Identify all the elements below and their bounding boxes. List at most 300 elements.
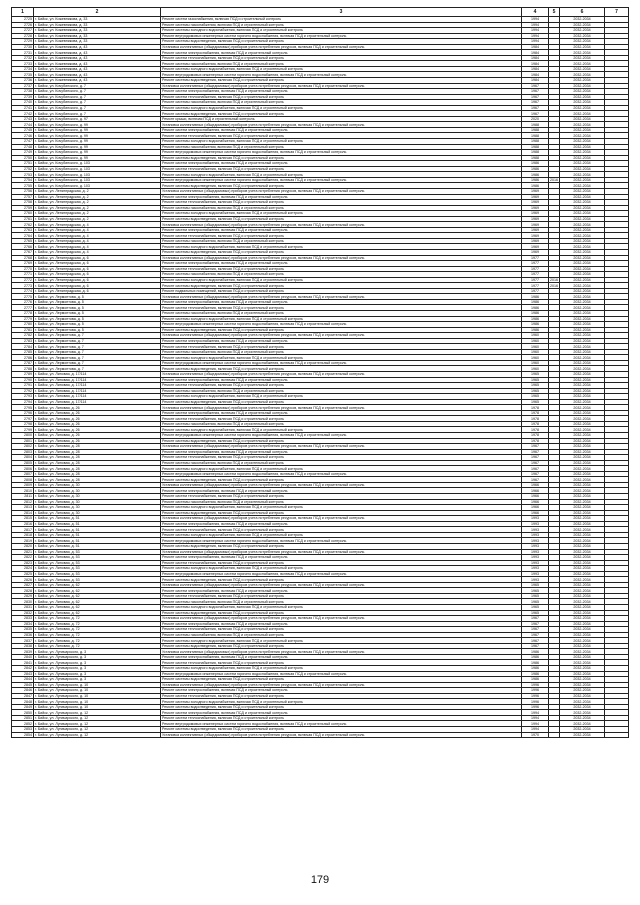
table-cell: г. Бийск, ул. Луначарского, д. 12	[34, 715, 161, 721]
table-cell: 1996	[522, 693, 549, 699]
table-cell: г. Бийск, ул. Кочубинского, д. 99	[34, 155, 161, 161]
table-cell: 1977	[522, 255, 549, 261]
table-cell: Ремонт систем теплоснабжения, включая ПСД и строительный контроль	[161, 693, 522, 699]
table-cell: 2806	[12, 466, 34, 472]
table-cell: 2751	[12, 161, 34, 167]
table-cell: г. Бийск, ул. Ленинградская, д. 2	[34, 216, 161, 222]
table-cell: Ремонт системы водоотведения, включая ПСД и строительный контроль	[161, 727, 522, 733]
table-cell: 2032-2034	[560, 272, 605, 278]
table-cell: Ремонт систем электроснабжения, включая ПСД и строительный контроль	[161, 377, 522, 383]
table-cell: 2032-2034	[560, 122, 605, 128]
table-cell: г. Бийск, ул. Луначарского, д. 10	[34, 688, 161, 694]
table-cell: Ремонт системы водоотведения, включая ПСД и строительный контроль	[161, 111, 522, 117]
table-cell: 2782	[12, 333, 34, 339]
table-cell: 1965	[522, 588, 549, 594]
table-cell: Установка коллективных (общедомовых) приборов учета потребления ресурсов, включая ПСД и строительный контроль	[161, 582, 522, 588]
table-cell: Ремонт системы холодного водоснабжения, включая ПСД и строительный контроль	[161, 638, 522, 644]
table-cell: 1986	[522, 322, 549, 328]
table-cell: Ремонт систем теплоснабжения, включая ПСД и строительный контроль	[161, 166, 522, 172]
table-cell: 2032-2034	[560, 521, 605, 527]
table-cell: г. Бийск, ул. Луначарского, д. 3	[34, 660, 161, 666]
table-cell: 1994	[522, 22, 549, 28]
table-cell: 2774	[12, 288, 34, 294]
table-cell: 2777	[12, 305, 34, 311]
table-cell: Ремонт системы водоотведения, включая ПСД и строительный контроль	[161, 366, 522, 372]
table-cell: 2767	[12, 249, 34, 255]
table-cell: г. Бийск, ул. Кожевникова, д. 43	[34, 44, 161, 50]
table-cell: 1993	[522, 555, 549, 561]
table-cell: Ремонт системы газоснабжения, включая ПСД и строительный контроль	[161, 144, 522, 150]
table-cell: Ремонт системы холодного водоснабжения, включая ПСД и строительный контроль	[161, 244, 522, 250]
table-cell: 2032-2034	[560, 699, 605, 705]
table-cell: Ремонт внутридомовых инженерных систем горячего водоснабжения, включая ПСД и строительный контроль	[161, 33, 522, 39]
table-cell: г. Бийск, ул. Ленинградская, д. 6	[34, 272, 161, 278]
table-cell: 2817	[12, 527, 34, 533]
table-cell: 1967	[522, 460, 549, 466]
table-cell: 2032-2034	[560, 383, 605, 389]
table-cell: Ремонт систем электроснабжения, включая ПСД и строительный контроль	[161, 194, 522, 200]
table-cell: 2032-2034	[560, 665, 605, 671]
table-cell: 2032-2034	[560, 466, 605, 472]
table-cell: г. Бийск, ул. Липовая, д. 17/114	[34, 388, 161, 394]
table-cell: Установка коллективных (общедомовых) приборов учета потребления ресурсов, включая ПСД и строительный контроль	[161, 294, 522, 300]
table-cell: г. Бийск, ул. Липовая, д. 51	[34, 538, 161, 544]
table-cell: г. Бийск, ул. Кочубинского, д. 103	[34, 166, 161, 172]
table-cell: 2747	[12, 139, 34, 145]
table-cell: 1960	[522, 349, 549, 355]
table-cell: г. Бийск, ул. Луначарского, д. 3	[34, 665, 161, 671]
table-cell: Ремонт систем теплоснабжения, включая ПСД и строительный контроль	[161, 344, 522, 350]
table-cell: 2798	[12, 421, 34, 427]
table-cell: 1994	[522, 715, 549, 721]
table-cell: 1986	[522, 299, 549, 305]
table-cell: 1960	[522, 338, 549, 344]
table-cell: 2032-2034	[560, 505, 605, 511]
table-cell: Ремонт системы водоотведения, включая ПСД и строительный контроль	[161, 610, 522, 616]
table-cell: 2032-2034	[560, 139, 605, 145]
table-cell: 2032-2034	[560, 116, 605, 122]
table-cell: 2032-2034	[560, 616, 605, 622]
table-cell: 1984	[522, 78, 549, 84]
table-cell: 2818	[12, 532, 34, 538]
table-cell: г. Бийск, ул. Кожевникова, д. 33	[34, 33, 161, 39]
table-cell: г. Бийск, ул. Липовая, д. 51	[34, 543, 161, 549]
table-cell: г. Бийск, ул. Кочубинского, д. 7	[34, 111, 161, 117]
table-cell: г. Бийск, ул. Ленинградская, д. 6	[34, 288, 161, 294]
header-cell: 6	[560, 8, 605, 17]
table-cell: 1967	[522, 444, 549, 450]
table-cell: г. Бийск, ул. Кожевникова, д. 43	[34, 78, 161, 84]
table-cell: 1965	[522, 582, 549, 588]
table-cell: г. Бийск, ул. Ленинградская, д. 6	[34, 255, 161, 261]
table-cell: г. Бийск, ул. Кочубинского, д. 99	[34, 144, 161, 150]
table-cell: 2836	[12, 632, 34, 638]
table-cell: Ремонт систем электроснабжения, включая ПСД и строительный контроль	[161, 621, 522, 627]
table-cell: 2820	[12, 543, 34, 549]
table-cell: 1969	[522, 222, 549, 228]
table-cell: 1986	[522, 294, 549, 300]
table-cell: Установка коллективных (общедомовых) приборов учета потребления ресурсов, включая ПСД и строительный контроль	[161, 255, 522, 261]
table-cell: 1984	[522, 44, 549, 50]
table-cell: 1960	[522, 360, 549, 366]
table-cell: 2769	[12, 261, 34, 267]
table-cell: г. Бийск, ул. Лермонтова, д. 5	[34, 310, 161, 316]
table-cell: Ремонт внутридомовых инженерных систем горячего водоснабжения, включая ПСД и строительный контроль	[161, 433, 522, 439]
table-cell: г. Бийск, ул. Кочубинского, д. 103	[34, 183, 161, 189]
table-cell: 2803	[12, 449, 34, 455]
table-cell: 2809	[12, 482, 34, 488]
table-cell: Ремонт системы холодного водоснабжения, включая ПСД и строительный контроль	[161, 505, 522, 511]
table-cell: Ремонт систем электроснабжения, включая ПСД и строительный контроль	[161, 161, 522, 167]
table-cell: 2032-2034	[560, 227, 605, 233]
table-cell: Ремонт системы холодного водоснабжения, включая ПСД и строительный контроль	[161, 172, 522, 178]
table-cell: Ремонт системы холодного водоснабжения, включая ПСД и строительный контроль	[161, 394, 522, 400]
table-cell: г. Бийск, ул. Ленинградская, д. 4	[34, 244, 161, 250]
table-cell: 2829	[12, 593, 34, 599]
table-cell: г. Бийск, ул. Липовая, д. 53	[34, 555, 161, 561]
table-cell: 2815	[12, 516, 34, 522]
table-cell: г. Бийск, ул. Луначарского, д. 3	[34, 677, 161, 683]
table-cell: 2032-2034	[560, 288, 605, 294]
table-cell: 2032-2034	[560, 693, 605, 699]
table-cell: г. Бийск, ул. Липовая, д. 51	[34, 516, 161, 522]
table-cell: 2032-2034	[560, 183, 605, 189]
table-cell: 1960	[522, 366, 549, 372]
table-cell: 2032-2034	[560, 555, 605, 561]
table-cell: Ремонт систем электроснабжения, включая ПСД и строительный контроль	[161, 338, 522, 344]
table-cell: 2844	[12, 677, 34, 683]
table-cell: 1969	[522, 188, 549, 194]
table-cell: Ремонт системы холодного водоснабжения, включая ПСД и строительный контроль	[161, 211, 522, 217]
register-table	[11, 7, 628, 738]
table-cell: 2032-2034	[560, 22, 605, 28]
table-cell: г. Бийск, ул. Липовая, д. 26	[34, 410, 161, 416]
table-cell: 2032-2034	[560, 593, 605, 599]
table-cell: 1965	[522, 399, 549, 405]
table-cell: 1984	[522, 55, 549, 61]
table-cell: Ремонт систем теплоснабжения, включая ПСД и строительный контроль	[161, 305, 522, 311]
table-cell: Ремонт системы холодного водоснабжения, включая ПСД и строительный контроль	[161, 427, 522, 433]
table-cell: 2032-2034	[560, 61, 605, 67]
table-cell: г. Бийск, ул. Лермонтова, д. 5	[34, 294, 161, 300]
table-cell: Ремонт системы водоотведения, включая ПСД и строительный контроль	[161, 78, 522, 84]
table-cell: г. Бийск, ул. Липовая, д. 62	[34, 582, 161, 588]
table-cell: Ремонт систем электроснабжения, включая ПСД и строительный контроль	[161, 710, 522, 716]
table-cell: г. Бийск, ул. Ленинградская, д. 4	[34, 249, 161, 255]
table-cell: г. Бийск, ул. Лермонтова, д. 7	[34, 333, 161, 339]
table-cell: 2032-2034	[560, 333, 605, 339]
table-cell: 1986	[522, 677, 549, 683]
table-cell: 2756	[12, 188, 34, 194]
table-cell: Установка коллективных (общедомовых) приборов учета потребления ресурсов, включая ПСД и строительный контроль	[161, 405, 522, 411]
table-cell: 2016	[550, 178, 558, 183]
table-cell: 2796	[12, 410, 34, 416]
table-cell: 2032-2034	[560, 438, 605, 444]
table-row	[12, 732, 629, 738]
table-cell: г. Бийск, ул. Ленинградская, д. 2	[34, 211, 161, 217]
table-cell: 1986	[522, 316, 549, 322]
table-cell: 1994	[522, 721, 549, 727]
table-cell: 2807	[12, 471, 34, 477]
table-cell: 1967	[522, 466, 549, 472]
table-cell: 2032-2034	[560, 233, 605, 239]
table-cell: 2840	[12, 654, 34, 660]
table-cell: 1993	[522, 571, 549, 577]
table-cell: 2788	[12, 366, 34, 372]
table-cell: 2841	[12, 660, 34, 666]
table-cell: Ремонт системы газоснабжения, включая ПСД и строительный контроль	[161, 238, 522, 244]
table-cell: 2766	[12, 244, 34, 250]
header-cell: 3	[161, 8, 522, 17]
table-cell: Ремонт систем электроснабжения, включая ПСД и строительный контроль	[161, 488, 522, 494]
table-cell: 2032-2034	[560, 549, 605, 555]
table-cell: г. Бийск, ул. Кожевникова, д. 33	[34, 22, 161, 28]
table-cell: Ремонт системы газоснабжения, включая ПСД и строительный контроль	[161, 421, 522, 427]
table-cell: 2032-2034	[560, 94, 605, 100]
table-cell: Ремонт системы водоотведения, включая ПСД и строительный контроль	[161, 704, 522, 710]
table-cell: Ремонт системы газоснабжения, включая ПСД и строительный контроль	[161, 100, 522, 106]
table-cell: 2032-2034	[560, 266, 605, 272]
table-cell: Ремонт системы холодного водоснабжения, включая ПСД и строительный контроль	[161, 66, 522, 72]
table-cell: Ремонт систем электроснабжения, включая ПСД и строительный контроль	[161, 89, 522, 95]
table-cell: г. Бийск, ул. Кожевникова, д. 43	[34, 66, 161, 72]
table-cell: Ремонт систем теплоснабжения, включая ПСД и строительный контроль	[161, 494, 522, 500]
table-cell	[605, 732, 629, 738]
table-cell: 1993	[522, 538, 549, 544]
table-cell: г. Бийск, ул. Кочубинского, д. 99	[34, 133, 161, 139]
table-cell: 2032-2034	[560, 582, 605, 588]
table-cell: Ремонт внутридомовых инженерных систем горячего водоснабжения, включая ПСД и строительный контроль	[161, 571, 522, 577]
table-cell: 2822	[12, 555, 34, 561]
table-cell: Ремонт системы водоотведения, включая ПСД и строительный контроль	[161, 399, 522, 405]
table-cell: 2819	[12, 538, 34, 544]
table-cell: 2032-2034	[560, 427, 605, 433]
table-cell: 2759	[12, 205, 34, 211]
table-cell: 2032-2034	[560, 660, 605, 666]
table-cell: Ремонт систем теплоснабжения, включая ПСД и строительный контроль	[161, 560, 522, 566]
table-cell: 2725	[12, 17, 34, 23]
table-cell: 2832	[12, 610, 34, 616]
table-cell: Ремонт систем теплоснабжения, включая ПСД и строительный контроль	[161, 455, 522, 461]
table-cell: 2735	[12, 72, 34, 78]
table-cell: г. Бийск, ул. Кожевникова, д. 33	[34, 39, 161, 45]
table-cell: Установка коллективных (общедомовых) приборов учета потребления ресурсов, включая ПСД и строительный контроль	[161, 372, 522, 378]
table-cell: 1993	[522, 543, 549, 549]
table-cell: 2805	[12, 460, 34, 466]
table-cell: г. Бийск, ул. Кожевникова, д. 33	[34, 17, 161, 23]
table-cell: Ремонт внутридомовых инженерных систем горячего водоснабжения, включая ПСД и строительный контроль	[161, 538, 522, 544]
table-cell: 2032-2034	[560, 366, 605, 372]
table-cell: 2736	[12, 78, 34, 84]
table-cell: 1986	[522, 649, 549, 655]
table-cell: 1965	[522, 388, 549, 394]
table-cell: 2032-2034	[560, 89, 605, 95]
table-cell: г. Бийск, ул. Лермонтова, д. 7	[34, 355, 161, 361]
table-cell: 2032-2034	[560, 643, 605, 649]
table-cell: 1986	[522, 665, 549, 671]
table-cell: г. Бийск, ул. Липовая, д. 28	[34, 449, 161, 455]
table-cell: 1994	[522, 33, 549, 39]
table-cell: г. Бийск, ул. Кочубинского, д. 7	[34, 94, 161, 100]
table-cell: г. Бийск, ул. Липовая, д. 51	[34, 521, 161, 527]
table-cell: г. Бийск, ул. Липовая, д. 30	[34, 482, 161, 488]
table-cell: 2032-2034	[560, 283, 605, 289]
table-cell: 2770	[12, 266, 34, 272]
table-cell: 2032-2034	[560, 166, 605, 172]
table-cell: 2846	[12, 688, 34, 694]
table-cell: 2729	[12, 39, 34, 45]
table-cell: г. Бийск, ул. Луначарского, д. 10	[34, 699, 161, 705]
table-cell: Ремонт систем электроснабжения, включая ПСД и строительный контроль	[161, 521, 522, 527]
table-cell: г. Бийск, ул. Кочубинского, д. 7	[34, 83, 161, 89]
table-cell: 2853	[12, 727, 34, 733]
table-cell: 1988	[522, 133, 549, 139]
table-cell: 2726	[12, 22, 34, 28]
table-cell: 2821	[12, 549, 34, 555]
table-cell: 2754	[12, 177, 34, 183]
table-cell: 2032-2034	[560, 355, 605, 361]
table-cell: 2032-2034	[560, 494, 605, 500]
header-cell: 5	[549, 8, 560, 17]
table-cell: Ремонт системы холодного водоснабжения, включая ПСД и строительный контроль	[161, 355, 522, 361]
table-cell: 2804	[12, 455, 34, 461]
table-cell: 2743	[12, 116, 34, 122]
table-cell: Ремонт систем теплоснабжения, включая ПСД и строительный контроль	[161, 527, 522, 533]
table-cell: 2032-2034	[560, 33, 605, 39]
table-cell: 1966	[522, 482, 549, 488]
table-cell: 2794	[12, 399, 34, 405]
table-cell: 1967	[522, 105, 549, 111]
table-cell: 2032-2034	[560, 305, 605, 311]
table-cell: 1978	[522, 438, 549, 444]
table-cell: 2744	[12, 122, 34, 128]
table-cell: 2032-2034	[560, 488, 605, 494]
table-cell: Установка коллективных (общедомовых) приборов учета потребления ресурсов, включая ПСД и строительный контроль	[161, 649, 522, 655]
table-cell: г. Бийск, ул. Ленинградская, д. 4	[34, 233, 161, 239]
table-cell: г. Бийск, ул. Луначарского, д. 12	[34, 721, 161, 727]
table-cell: Ремонт внутридомовых инженерных систем горячего водоснабжения, включая ПСД и строительный контроль	[161, 177, 522, 183]
table-cell: 2848	[12, 699, 34, 705]
table-cell: Ремонт системы водоотведения, включая ПСД и строительный контроль	[161, 677, 522, 683]
table-cell: Ремонт системы газоснабжения, включая ПСД и строительный контроль	[161, 205, 522, 211]
table-cell: г. Бийск, ул. Лермонтова, д. 7	[34, 338, 161, 344]
table-cell: г. Бийск, ул. Кочубинского, д. 7	[34, 105, 161, 111]
table-cell: Ремонт системы холодного водоснабжения, включая ПСД и строительный контроль	[161, 139, 522, 145]
table-cell: 1977	[522, 288, 549, 294]
table-cell: г. Бийск, ул. Липовая, д. 30	[34, 499, 161, 505]
table-cell: г. Бийск, ул. Ленинградская, д. 2	[34, 188, 161, 194]
table-cell: г. Бийск, ул. Липовая, д. 26	[34, 421, 161, 427]
table-cell: 2032-2034	[560, 444, 605, 450]
table-cell: 1965	[522, 593, 549, 599]
table-cell: 2032-2034	[560, 66, 605, 72]
table-cell: 2768	[12, 255, 34, 261]
table-cell: 1993	[522, 549, 549, 555]
table-cell: 2749	[12, 150, 34, 156]
table-cell: 2032-2034	[560, 322, 605, 328]
table-cell: 2842	[12, 665, 34, 671]
table-cell: 2032-2034	[560, 127, 605, 133]
table-cell: Ремонт систем теплоснабжения, включая ПСД и строительный контроль	[161, 200, 522, 206]
table-cell: г. Бийск, ул. Липовая, д. 17/114	[34, 377, 161, 383]
table-cell: 1967	[522, 89, 549, 95]
table-cell: 2032-2034	[560, 310, 605, 316]
table-cell: 2032-2034	[560, 499, 605, 505]
table-cell: Ремонт системы водоотведения, включая ПСД и строительный контроль	[161, 643, 522, 649]
table-cell: 2783	[12, 338, 34, 344]
table-cell: 1993	[522, 532, 549, 538]
table-cell: 2032-2034	[560, 17, 605, 23]
table-cell: Ремонт системы газоснабжения, включая ПСД и строительный контроль	[161, 272, 522, 278]
page-number: 179	[310, 874, 330, 886]
table-cell: 1965	[522, 604, 549, 610]
table-cell: 2032-2034	[560, 732, 605, 738]
table-cell: Установка коллективных (общедомовых) приборов учета потребления ресурсов, включая ПСД и строительный контроль	[161, 83, 522, 89]
table-cell: г. Бийск, ул. Липовая, д. 28	[34, 455, 161, 461]
table-cell: 2733	[12, 61, 34, 67]
table-cell: 2797	[12, 416, 34, 422]
table-cell: г. Бийск, ул. Липовая, д. 28	[34, 466, 161, 472]
table-cell: 2032-2034	[560, 710, 605, 716]
table-cell: 1970	[522, 732, 549, 738]
table-cell: Установка коллективных (общедомовых) приборов учета потребления ресурсов, включая ПСД и строительный контроль	[161, 682, 522, 688]
table-cell: 2032-2034	[560, 421, 605, 427]
table-cell: 2032-2034	[560, 727, 605, 733]
table-cell: 2032-2034	[560, 144, 605, 150]
table-cell: Ремонт систем электроснабжения, включая ПСД и строительный контроль	[161, 50, 522, 56]
table-cell: 2032-2034	[560, 244, 605, 250]
table-cell: Установка коллективных (общедомовых) приборов учета потребления ресурсов, включая ПСД и строительный контроль	[161, 732, 522, 738]
table-cell: 1969	[522, 194, 549, 200]
table-cell: 2032-2034	[560, 344, 605, 350]
table-cell: 2032-2034	[560, 39, 605, 45]
table-cell: 2787	[12, 360, 34, 366]
table-cell: Установка коллективных (общедомовых) приборов учета потребления ресурсов, включая ПСД и строительный контроль	[161, 482, 522, 488]
table-cell: 2032-2034	[560, 560, 605, 566]
table-cell: Ремонт системы газоснабжения, включая ПСД и строительный контроль	[161, 310, 522, 316]
header-cell: 4	[522, 8, 549, 17]
table-cell: 1978	[522, 427, 549, 433]
table-cell: 1988	[522, 139, 549, 145]
table-cell: 2731	[12, 50, 34, 56]
table-cell: Установка коллективных (общедомовых) приборов учета потребления ресурсов, включая ПСД и строительный контроль	[161, 44, 522, 50]
table-cell: 2799	[12, 427, 34, 433]
table-cell: г. Бийск, ул. Ленинградская, д. 2	[34, 194, 161, 200]
table-cell: 1977	[522, 266, 549, 272]
table-cell: 1960	[522, 333, 549, 339]
table-cell: 1986	[522, 305, 549, 311]
table-cell: 1967	[522, 632, 549, 638]
table-cell: г. Бийск, ул. Ленинградская, д. 4	[34, 238, 161, 244]
table-cell: 1965	[522, 377, 549, 383]
table-cell: Ремонт систем теплоснабжения, включая ПСД и строительный контроль	[161, 133, 522, 139]
table-cell: г. Бийск, ул. Кожевникова, д. 43	[34, 72, 161, 78]
table-cell: 2837	[12, 638, 34, 644]
table-cell: 1969	[522, 244, 549, 250]
table-cell: 2758	[12, 200, 34, 206]
table-cell: 2827	[12, 582, 34, 588]
table-cell: 1993	[522, 560, 549, 566]
table-cell: г. Бийск, ул. Лермонтова, д. 7	[34, 344, 161, 350]
table-cell: 2032-2034	[560, 261, 605, 267]
table-cell: 2752	[12, 166, 34, 172]
table-cell: 2790	[12, 377, 34, 383]
table-cell: 1960	[522, 355, 549, 361]
table-cell: 2032-2034	[560, 721, 605, 727]
table-cell: 1986	[522, 177, 549, 183]
table-cell: 1988	[522, 127, 549, 133]
table-cell: 2032-2034	[560, 200, 605, 206]
